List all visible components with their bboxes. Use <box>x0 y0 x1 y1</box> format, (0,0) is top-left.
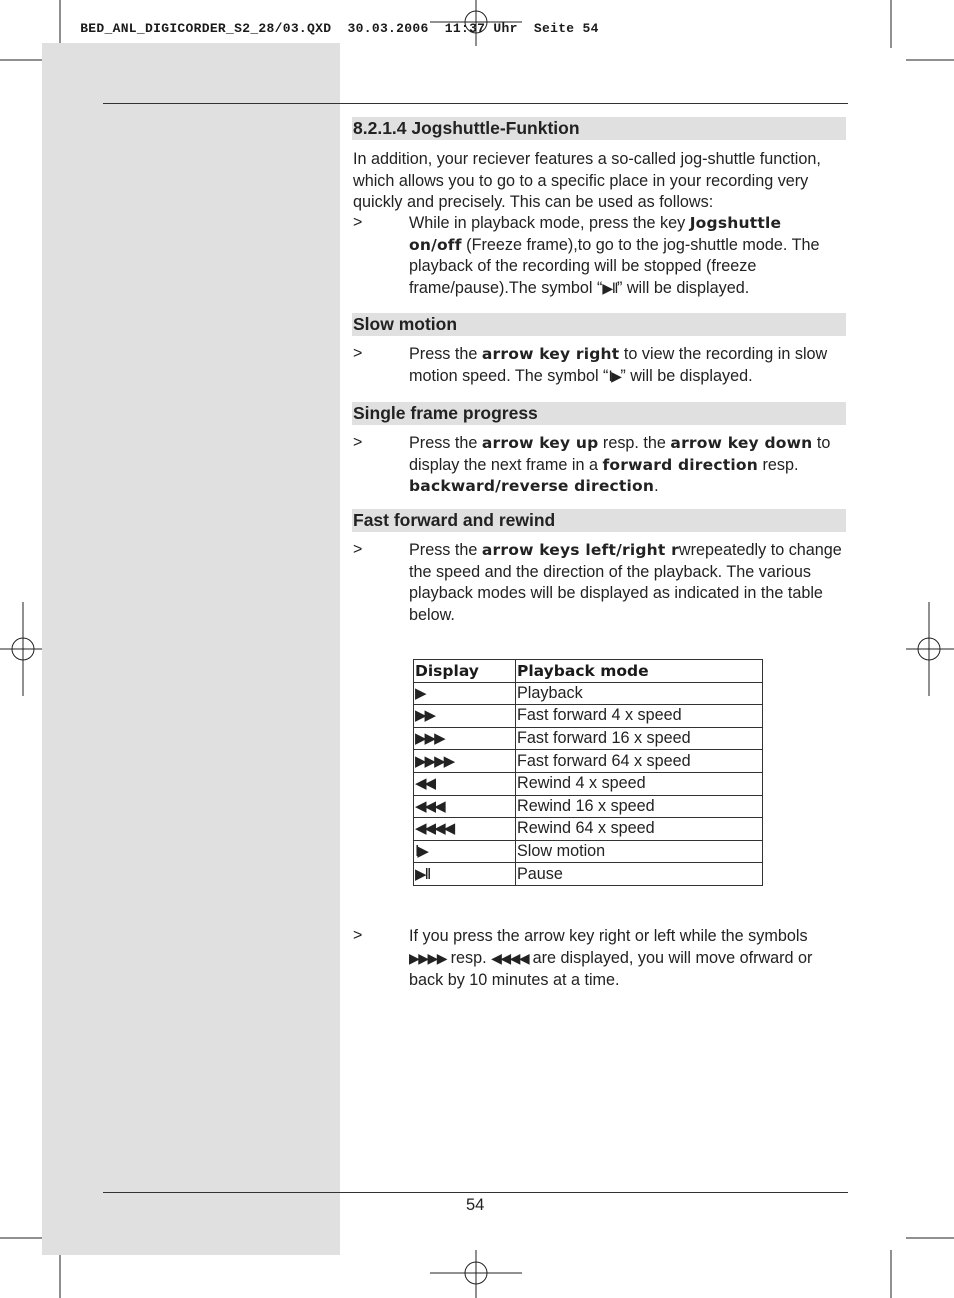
step-fast-forward <box>409 540 842 626</box>
intro-paragraph: In addition, your reciever features a so-called jog-shuttle function, which allows you to go to a specific place in your recording very quickly and precisely. This can be used as follows: <box>353 150 821 211</box>
fast-forward-64-symbol-icon: ▶▶▶▶ <box>409 950 447 967</box>
bullet-mark: > <box>353 434 363 451</box>
bullet-mark: > <box>353 345 363 362</box>
playback-symbol-icon: ▶ <box>415 683 425 702</box>
display-symbol-cell <box>414 727 516 750</box>
slug-date: 30.03.2006 <box>347 21 429 36</box>
step-text: Press the <box>409 541 482 559</box>
top-rule <box>103 103 848 104</box>
playback-symbol-icon: ◀◀ <box>415 774 435 793</box>
playback-symbol-icon: ◀◀◀◀ <box>415 819 454 838</box>
playback-symbol-icon: I▶ <box>415 842 427 861</box>
margin-column <box>42 43 340 1255</box>
display-symbol-cell <box>414 818 516 841</box>
table-header-row <box>414 660 763 683</box>
bullet-mark: > <box>353 214 363 231</box>
playback-mode-cell: Slow motion <box>516 840 763 863</box>
step-text: Press the <box>409 345 482 363</box>
slug-page: Seite 54 <box>533 21 599 36</box>
table-row <box>414 772 763 795</box>
slug-filename: BED_ANL_DIGICORDER_S2_28/03.QXD <box>80 21 332 36</box>
table-row <box>414 682 763 705</box>
heading-text: Single frame progress <box>353 403 538 423</box>
playback-symbol-icon: ◀◀◀ <box>415 796 444 815</box>
playback-mode-cell: Rewind 64 x speed <box>516 818 763 841</box>
section-title <box>352 117 846 140</box>
step-text: ” will be displayed. <box>616 278 750 297</box>
section-title-text: 8.2.1.4 Jogshuttle-Funktion <box>353 118 580 138</box>
heading-text: Slow motion <box>353 314 458 334</box>
slug-time: 11:37 Uhr <box>444 21 518 36</box>
playback-mode-cell: Fast forward 16 x speed <box>516 727 763 750</box>
display-symbol-cell <box>414 795 516 818</box>
pause-symbol-icon: ▶II <box>602 280 617 297</box>
playback-symbol-icon: ▶II <box>415 864 430 883</box>
step-jogshuttle <box>409 213 839 300</box>
playback-symbol-icon: ▶▶▶ <box>415 729 444 748</box>
playback-mode-cell: Rewind 4 x speed <box>516 772 763 795</box>
step-text: If you press the arrow key right or left while the symbols <box>409 927 808 945</box>
playback-modes-table <box>413 659 763 886</box>
display-symbol-cell <box>414 840 516 863</box>
step-slow-motion <box>409 344 846 388</box>
step-text: . <box>654 477 659 495</box>
page-number: 54 <box>466 1196 485 1214</box>
step-text: While in playback mode, press the key <box>409 214 690 232</box>
forward-direction: forward direction <box>602 455 758 474</box>
table-row <box>414 750 763 773</box>
playback-mode-cell: Pause <box>516 863 763 886</box>
key-arrow-right: arrow key right <box>481 345 620 363</box>
step-skip-10min <box>409 926 834 992</box>
bullet-mark: > <box>353 927 363 944</box>
playback-mode-cell: Fast forward 4 x speed <box>516 705 763 728</box>
step-text: resp. <box>446 948 492 967</box>
step-text: to display the next frame in a <box>409 434 831 474</box>
table-row <box>414 705 763 728</box>
playback-symbol-icon: ▶▶ <box>415 706 435 725</box>
playback-mode-cell: Fast forward 64 x speed <box>516 750 763 773</box>
display-symbol-cell <box>414 705 516 728</box>
key-jogshuttle: Jogshuttle on/off <box>409 214 782 254</box>
header-display: Display <box>414 660 516 683</box>
playback-symbol-icon: ▶▶▶▶ <box>415 751 454 770</box>
step-text: wrepeatedly to change the speed and the direction of the playback. The various playback modes will be displayed as indicated in the table below. <box>409 541 842 624</box>
step-text: are displayed, you will move ofrward or back by 10 minutes at a time. <box>409 948 813 989</box>
table-row <box>414 727 763 750</box>
display-symbol-cell <box>414 772 516 795</box>
heading-fast-forward <box>352 509 846 532</box>
table-row <box>414 795 763 818</box>
key-arrow-down: arrow key down <box>670 434 813 452</box>
step-text: Press the <box>409 434 482 452</box>
heading-single-frame <box>352 402 846 425</box>
backward-direction: backward/reverse direction <box>409 477 655 495</box>
print-slug <box>64 6 599 36</box>
heading-slow-motion <box>352 313 846 336</box>
display-symbol-cell <box>414 750 516 773</box>
step-text: (Freeze frame),to go to the jog-shuttle mode. The playback of the recording will be stopped (freeze frame/pause).The symbol “ <box>409 235 820 297</box>
header-playback-mode: Playback mode <box>516 660 763 683</box>
bullet-mark: > <box>353 541 363 558</box>
step-text: resp. the <box>598 434 671 452</box>
step-text: ” will be displayed. <box>620 366 753 385</box>
key-arrow-up: arrow key up <box>481 434 599 452</box>
table-row <box>414 840 763 863</box>
table-row <box>414 818 763 841</box>
step-text: resp. <box>757 455 799 474</box>
display-symbol-cell <box>414 682 516 705</box>
slow-motion-symbol-icon: I▶ <box>608 368 621 385</box>
heading-text: Fast forward and rewind <box>353 510 556 530</box>
step-text: to view the recording in slow motion speed. The symbol “ <box>409 345 828 385</box>
playback-mode-cell: Playback <box>516 682 763 705</box>
step-single-frame <box>409 433 846 498</box>
playback-mode-cell: Rewind 16 x speed <box>516 795 763 818</box>
bottom-rule <box>103 1192 848 1193</box>
rewind-64-symbol-icon: ◀◀◀◀ <box>491 950 529 967</box>
display-symbol-cell <box>414 863 516 886</box>
key-arrows-left-right: arrow keys left/right r <box>481 541 679 559</box>
table-row <box>414 863 763 886</box>
